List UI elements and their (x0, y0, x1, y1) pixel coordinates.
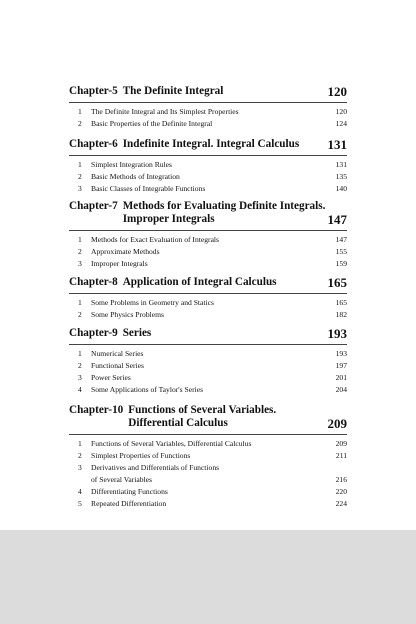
chapter-divider (69, 344, 347, 345)
chapter-heading (69, 138, 347, 151)
toc-entry: 1 Simplest Integration Rules 131 (78, 160, 347, 169)
toc-entry: 2 Basic Properties of the Definite Integral 124 (78, 118, 347, 128)
chapter-heading (69, 404, 347, 430)
toc-entry: 1 Methods for Exact Evaluation of Integrals 147 (78, 235, 347, 244)
toc-entry: 4 Some Applications of Taylor's Series 204 (78, 384, 347, 394)
toc-entry: 3 Improper Integrals 159 (78, 258, 347, 268)
toc-entry: 3 Basic Classes of Integrable Functions 140 (78, 183, 347, 193)
toc-entry: 2 Approximate Methods 155 (78, 246, 347, 256)
chapter-title: Series (122, 327, 152, 339)
toc-entry: 2 Basic Methods of Integration 135 (78, 171, 347, 181)
toc-entry: 2 Functional Series 197 (78, 360, 347, 370)
chapter-title: Functions of Several Variables. Differential Calculus (128, 404, 277, 429)
chapter-title: Methods for Evaluating Definite Integrals. Improper Integrals (122, 200, 326, 225)
chapter-page-number: 209 (327, 416, 347, 431)
toc-entry: 3 Derivatives and Differentials of Functions (78, 462, 220, 472)
chapter-title: Indefinite Integral. Integral Calculus (122, 138, 300, 150)
chapter-divider (69, 155, 347, 156)
toc-entry: of Several Variables 216 (91, 474, 347, 484)
toc-entry: 1 The Definite Integral and Its Simplest Properties 120 (78, 107, 347, 116)
chapter-title: The Definite Integral (122, 85, 224, 97)
chapter-6 (69, 138, 347, 195)
chapter-label: Chapter-5 (69, 85, 118, 97)
chapter-divider (69, 293, 347, 294)
chapter-divider (69, 434, 347, 435)
toc-entry: 2 Some Physics Problems 182 (78, 309, 347, 319)
chapter-divider (69, 102, 347, 103)
chapter-page-number: 193 (327, 326, 347, 341)
chapter-9 (69, 327, 347, 396)
chapter-10 (69, 404, 347, 509)
chapter-label: Chapter-9 (69, 327, 118, 339)
chapter-8 (69, 276, 347, 321)
chapter-7 (69, 200, 347, 270)
toc-entry: 3 Power Series 201 (78, 372, 347, 382)
chapter-page-number: 147 (327, 212, 347, 227)
chapter-heading (69, 327, 347, 340)
chapter-page-number: 165 (327, 275, 347, 290)
chapter-heading (69, 200, 347, 226)
chapter-page-number: 120 (327, 84, 347, 99)
toc-entry: 1 Some Problems in Geometry and Statics 165 (78, 298, 347, 307)
chapter-label: Chapter-6 (69, 138, 118, 150)
toc-entry: 5 Repeated Differentiation 224 (78, 498, 347, 508)
chapter-divider (69, 230, 347, 231)
chapter-heading (69, 276, 347, 289)
chapter-label: Chapter-10 (69, 404, 124, 416)
chapter-5 (69, 85, 347, 130)
chapter-heading (69, 85, 347, 98)
toc-entry: 1 Numerical Series 193 (78, 349, 347, 358)
chapter-label: Chapter-7 (69, 200, 118, 212)
toc-entry: 2 Simplest Properties of Functions 211 (78, 450, 347, 460)
chapter-label: Chapter-8 (69, 276, 118, 288)
toc-entry: 1 Functions of Several Variables, Differential Calculus 209 (78, 439, 347, 448)
chapter-title: Application of Integral Calculus (122, 276, 277, 288)
chapter-page-number: 131 (327, 137, 347, 152)
toc-entry: 4 Differentiating Functions 220 (78, 486, 347, 496)
